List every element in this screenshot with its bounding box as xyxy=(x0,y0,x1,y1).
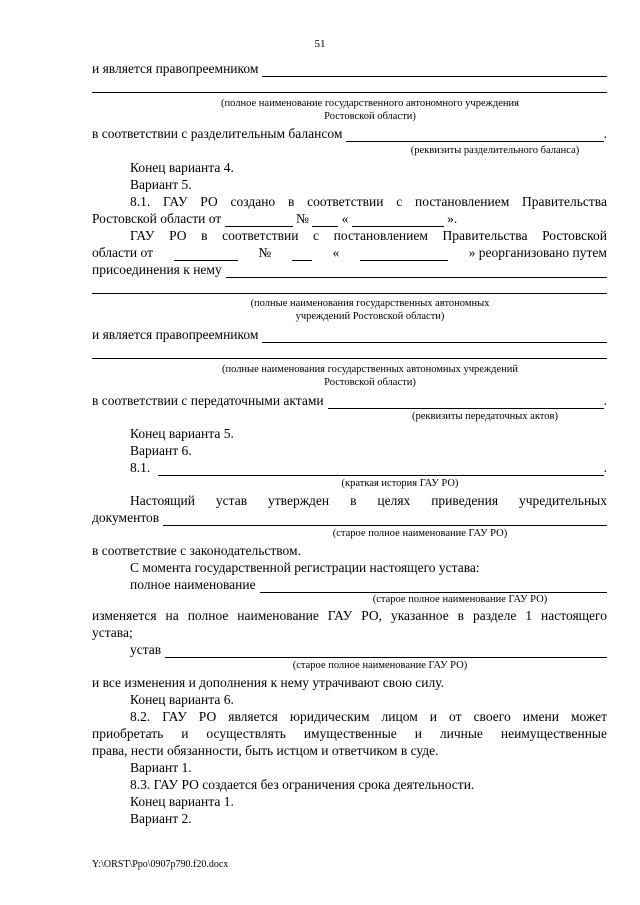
successor-line-1: и является правопреемником xyxy=(92,61,607,77)
end-variant-1: Конец варианта 1. xyxy=(130,794,234,809)
caption: (реквизиты передаточных актов) xyxy=(412,411,558,422)
caption: (старое полное наименование ГАУ РО) xyxy=(332,528,508,539)
page-number: 51 xyxy=(314,38,326,50)
variant-2: Вариант 2. xyxy=(130,811,192,826)
end-variant-5: Конец варианта 5. xyxy=(130,426,234,441)
caption: (полные наименования государственных автономных учреждений xyxy=(221,364,519,375)
paragraph-8-1: 8.1. ГАУ РО создано в соответствии с постановлением Правительства xyxy=(130,194,607,209)
blank-field xyxy=(158,463,603,476)
caption: (краткая история ГАУ РО) xyxy=(341,478,459,489)
blank-field xyxy=(225,214,293,227)
blank-field xyxy=(163,513,607,526)
blank-field xyxy=(262,330,607,343)
caption: (реквизиты разделительного баланса) xyxy=(410,145,580,156)
file-path-footer: Y:\ORST\Ppo\0907p790.f20.docx xyxy=(92,859,229,870)
blank-field xyxy=(92,346,607,359)
end-variant-4: Конец варианта 4. xyxy=(130,160,234,175)
blank-field xyxy=(352,214,444,227)
paragraph-8-2: 8.2. ГАУ РО является юридическим лицом и от своего имени может xyxy=(130,709,607,724)
blank-field xyxy=(312,214,338,227)
blank-field xyxy=(165,645,607,658)
blank-field xyxy=(262,64,607,77)
caption: (полное наименование государственного автономного учреждения xyxy=(221,98,519,109)
variant-1: Вариант 1. xyxy=(130,760,192,775)
blank-field xyxy=(92,80,607,93)
blank-field xyxy=(292,248,312,261)
paragraph-8-3: 8.3. ГАУ РО создается без ограничения срока деятельности. xyxy=(130,777,475,792)
blank-field xyxy=(346,129,603,142)
variant-6: Вариант 6. xyxy=(130,443,192,458)
blank-field xyxy=(328,396,604,409)
variant-5: Вариант 5. xyxy=(130,177,192,192)
charter-paragraph: Настоящий устав утвержден в целях приведения учредительных xyxy=(130,493,607,508)
blank-field xyxy=(260,580,607,593)
blank-field xyxy=(360,248,448,261)
caption: (полные наименования государственных автономных xyxy=(250,298,490,309)
blank-field xyxy=(92,281,607,294)
blank-field xyxy=(174,248,238,261)
caption: (старое полное наименование ГАУ РО) xyxy=(372,594,548,605)
blank-field xyxy=(226,265,607,278)
caption: Ростовской области) xyxy=(324,111,416,122)
caption: (старое полное наименование ГАУ РО) xyxy=(292,660,468,671)
separation-balance-line: в соответствии с разделительным балансом . xyxy=(92,126,607,141)
end-variant-6: Конец варианта 6. xyxy=(130,692,234,707)
reorganization-paragraph: ГАУ РО в соответствии с постановлением Правительства Ростовской xyxy=(130,228,607,243)
caption: Ростовской области) xyxy=(324,377,416,388)
caption: учреждений Ростовской области) xyxy=(295,311,445,322)
